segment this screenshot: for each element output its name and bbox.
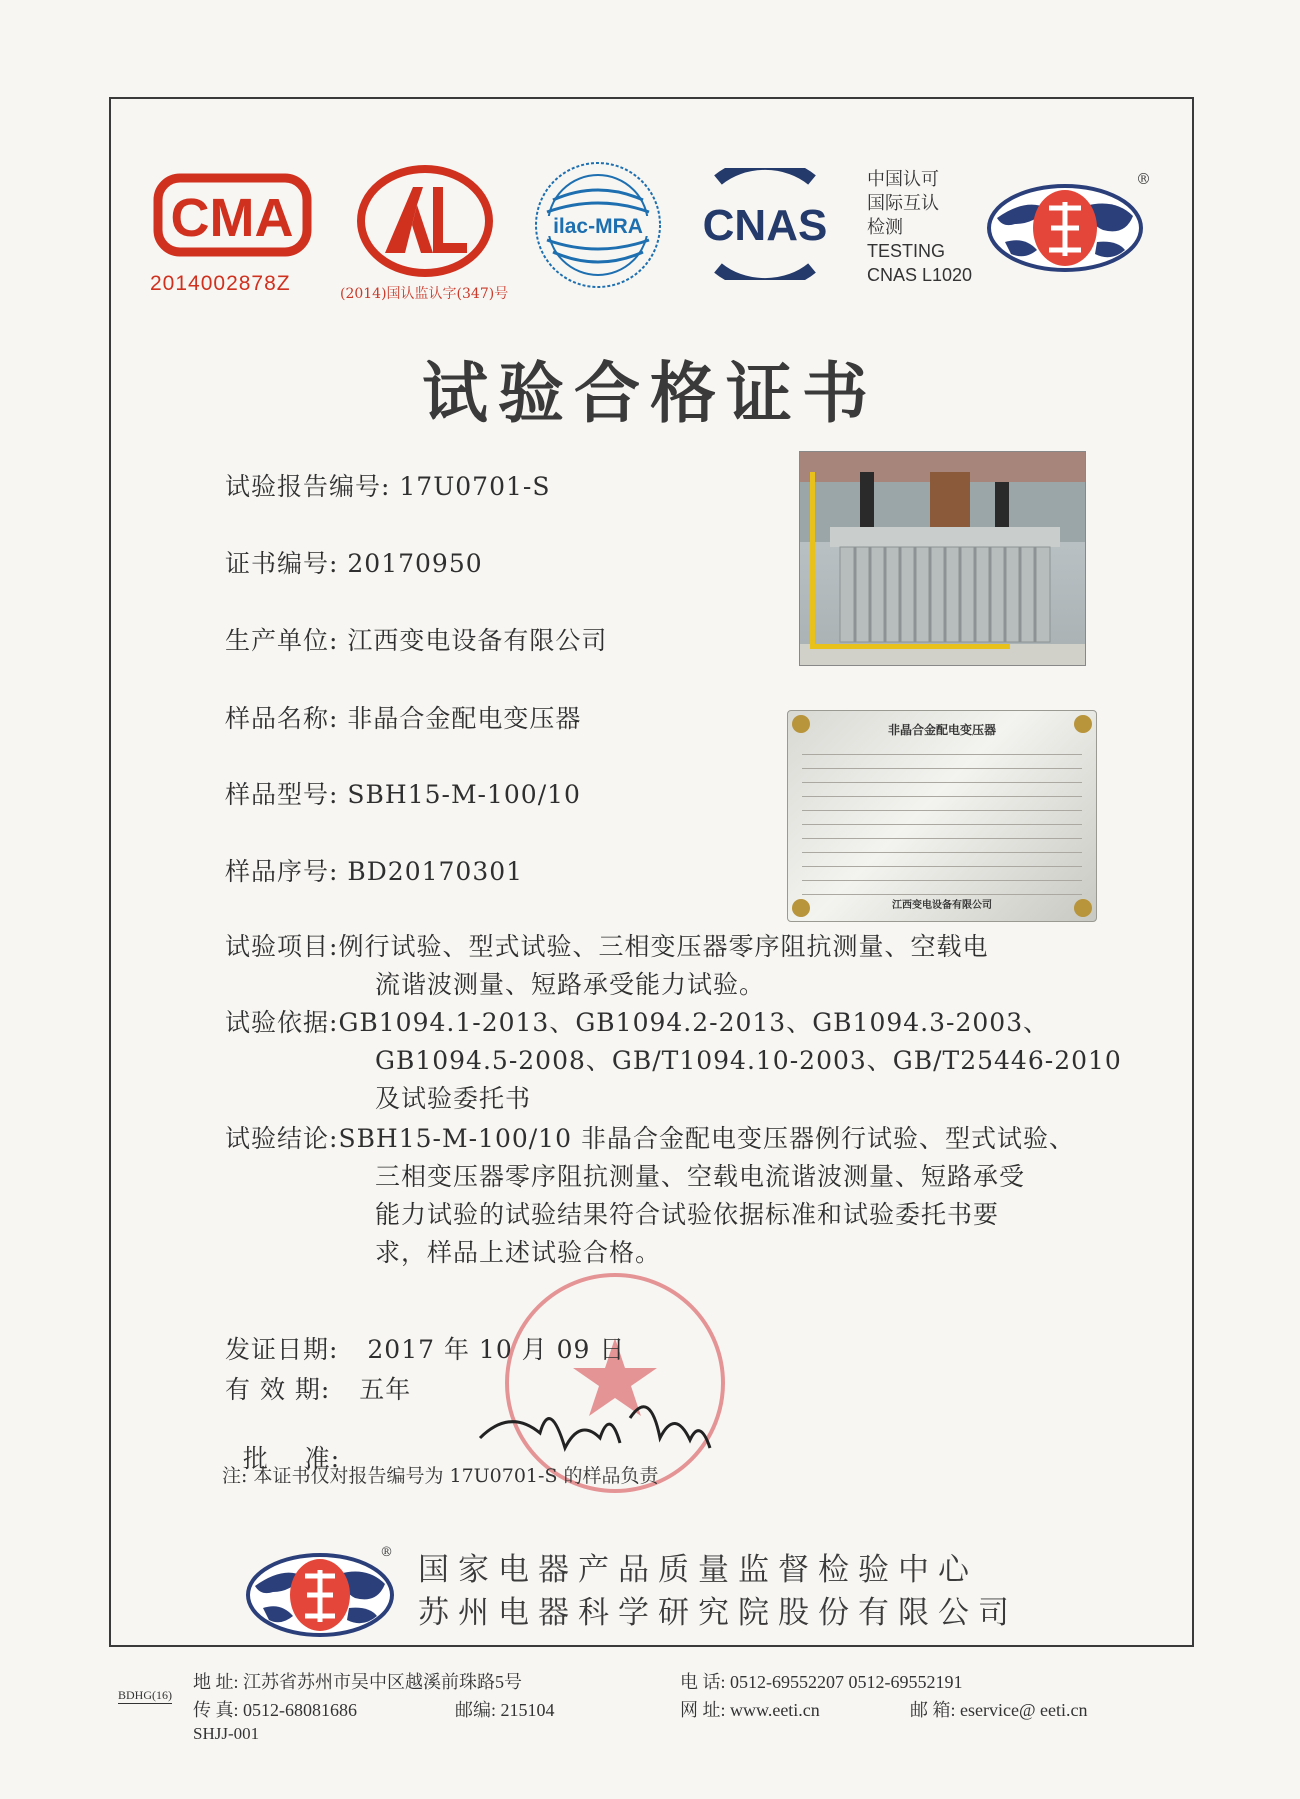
cnas-desc-line: 国际互认: [867, 193, 939, 213]
screw-icon: [792, 899, 810, 917]
cnas-logo: [690, 168, 840, 280]
cnas-desc-line: TESTING: [867, 241, 946, 261]
conclusion-line: 能力试验的试验结果符合试验依据标准和试验委托书要: [375, 1200, 1000, 1229]
field-value: 20170950: [347, 549, 483, 578]
cnas-desc-line: 检测: [867, 217, 903, 237]
field-sample-model: [225, 775, 581, 811]
registered-mark: ®: [1136, 170, 1151, 188]
test-conclusion: [225, 1120, 1075, 1272]
nameplate-title: 非晶合金配电变压器: [887, 723, 996, 737]
approver-signature: [470, 1378, 720, 1468]
cnas-desc-line: 中国认可: [867, 169, 939, 189]
conclusion-line: 求，样品上述试验合格。: [375, 1238, 662, 1267]
test-items-label: 试验项目:: [225, 932, 339, 961]
validity-label: 有 效 期:: [225, 1375, 331, 1404]
footer-postcode: 邮编: 215104: [455, 1700, 555, 1720]
sample-photo: [799, 451, 1086, 666]
test-items-line: 例行试验、型式试验、三相变压器零序阻抗测量、空载电: [338, 932, 989, 961]
cma-logo: [150, 170, 315, 260]
field-label: 样品序号:: [225, 857, 339, 886]
field-report-number: [225, 467, 550, 503]
doc-code: SHJJ-001: [193, 1724, 260, 1743]
test-items-line: 流谐波测量、短路承受能力试验。: [375, 970, 766, 999]
screw-icon: [792, 715, 810, 733]
field-value: 江西变电设备有限公司: [347, 626, 608, 655]
field-label: 试验报告编号:: [225, 472, 391, 501]
form-code: BDHG(16): [118, 1688, 172, 1702]
cnas-description: [867, 167, 972, 287]
field-value: SBH15-M-100/10: [347, 780, 581, 809]
field-value: 非晶合金配电变压器: [347, 704, 582, 733]
field-value: 17U0701-S: [399, 472, 551, 501]
field-value: BD20170301: [347, 857, 524, 886]
footer-address: 地 址: 江苏省苏州市吴中区越溪前珠路5号: [193, 1672, 522, 1692]
org-name-line1: 国家电器产品质量监督检验中心: [418, 1552, 978, 1588]
footer-email: 邮 箱: eservice@ eeti.cn: [910, 1700, 1088, 1720]
validity: [225, 1370, 411, 1406]
footer-website: 网 址: www.eeti.cn: [680, 1700, 820, 1720]
issue-date-value: 2017 年 10 月 09 日: [367, 1335, 626, 1364]
field-certificate-number: [225, 544, 483, 580]
ilac-mark: ilac-MRA: [553, 215, 643, 238]
test-basis-label: 试验依据:: [225, 1008, 339, 1037]
field-label: 样品型号:: [225, 780, 339, 809]
conclusion-line: 三相变压器零序阻抗测量、空载电流谐波测量、短路承受: [375, 1162, 1026, 1191]
screw-icon: [1074, 899, 1092, 917]
cal-code: (2014)国认监认字(347)号: [340, 286, 509, 302]
org-name-line2: 苏州电器科学研究院股份有限公司: [418, 1595, 1018, 1631]
test-items: [225, 928, 988, 1004]
cnas-desc-line: CNAS L1020: [867, 265, 973, 285]
field-label: 样品名称:: [225, 704, 339, 733]
footer-fax: 传 真: 0512-68081686: [193, 1700, 357, 1720]
footer-phone: 电 话: 0512-69552207 0512-69552191: [680, 1672, 963, 1692]
field-manufacturer: [225, 621, 607, 657]
cnas-mark: CNAS: [702, 201, 828, 250]
test-basis-line: 及试验委托书: [375, 1084, 532, 1113]
certificate-note: 注: 本证书仅对报告编号为 17U0701-S 的样品负责: [222, 1465, 659, 1487]
approval-label: 批 准:: [242, 1444, 341, 1473]
cma-mark: CMA: [170, 188, 294, 248]
conclusion-line: SBH15-M-100/10 非晶合金配电变压器例行试验、型式试验、: [338, 1124, 1075, 1153]
field-sample-name: [225, 699, 581, 735]
conclusion-label: 试验结论:: [225, 1124, 339, 1153]
field-sample-serial: [225, 852, 523, 888]
institute-globe-logo: [985, 180, 1145, 275]
test-basis: [225, 1004, 1122, 1118]
issue-date: [225, 1330, 625, 1366]
registered-mark: ®: [380, 1545, 393, 1560]
field-label: 生产单位:: [225, 626, 339, 655]
issue-date-label: 发证日期:: [225, 1335, 339, 1364]
validity-value: 五年: [359, 1375, 412, 1404]
certificate-title: 试验合格证书: [422, 355, 878, 432]
cma-code: 2014002878Z: [150, 272, 291, 295]
screw-icon: [1074, 715, 1092, 733]
nameplate-rows: [802, 741, 1082, 895]
ilac-mra-logo: [533, 160, 663, 290]
test-basis-line: GB1094.5-2008、GB/T1094.10-2003、GB/T25446-2010: [375, 1046, 1122, 1075]
org-globe-logo: [245, 1550, 395, 1640]
nameplate-manufacturer: 江西变电设备有限公司: [892, 900, 992, 911]
nameplate-photo: [787, 710, 1097, 922]
field-label: 证书编号:: [225, 549, 339, 578]
test-basis-line: GB1094.1-2013、GB1094.2-2013、GB1094.3-2003、: [338, 1008, 1050, 1037]
cal-logo: [355, 165, 495, 280]
